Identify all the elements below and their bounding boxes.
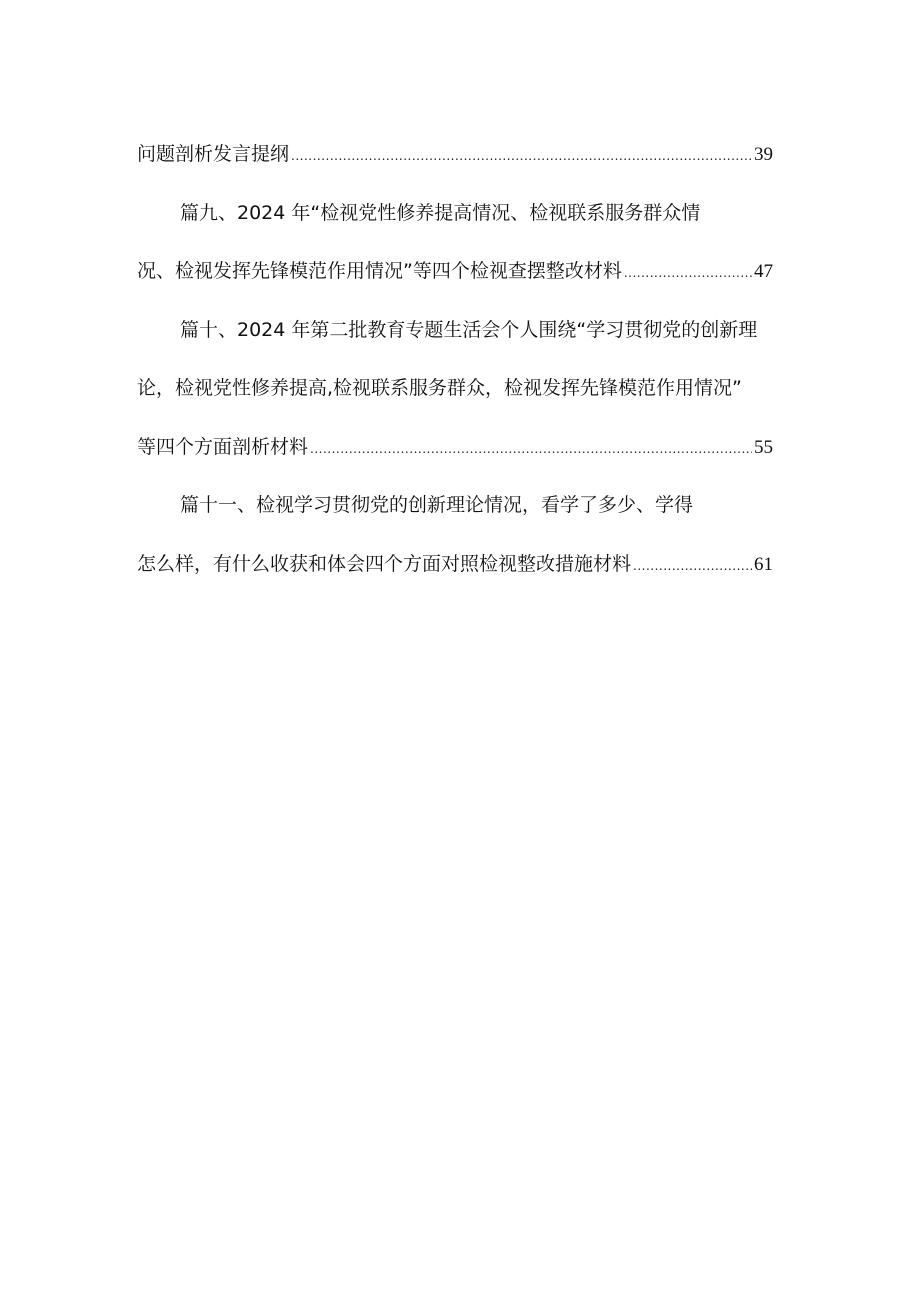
toc-entry-9-line-1[interactable] bbox=[137, 195, 773, 232]
toc-page-number: 39 bbox=[754, 144, 773, 165]
toc-entry-text: 问题剖析发言提纲 bbox=[137, 143, 290, 165]
toc-page-number: 47 bbox=[754, 261, 773, 282]
dot-leader bbox=[291, 138, 752, 173]
toc-entry-10-line-3[interactable] bbox=[137, 429, 773, 466]
toc-entry-text: 等四个方面剖析材料 bbox=[137, 435, 309, 458]
toc-page-number: 61 bbox=[754, 553, 773, 575]
toc-page-number: 55 bbox=[754, 436, 773, 458]
toc-entry-text: 篇九、2024 年“检视党性修养提高情况、检视联系服务群众情 bbox=[180, 201, 701, 224]
toc-entry-text: 怎么样，有什么收获和体会四个方面对照检视整改措施材料 bbox=[137, 552, 632, 575]
toc-entry-text: 论，检视党性修养提高,检视联系服务群众，检视发挥先锋模范作用情况” bbox=[137, 377, 742, 399]
toc-entry-text: 篇十一、检视学习贯彻党的创新理论情况，看学了多少、学得 bbox=[180, 494, 694, 516]
toc-entry-text: 况、检视发挥先锋模范作用情况”等四个检视查摆整改材料 bbox=[137, 260, 622, 282]
toc-entry-11-line-1[interactable] bbox=[137, 487, 773, 524]
toc-entry-10-line-1[interactable] bbox=[137, 312, 773, 349]
dot-leader bbox=[624, 255, 752, 290]
dot-leader bbox=[633, 548, 752, 583]
dot-leader bbox=[310, 431, 752, 466]
toc-entry-text: 篇十、2024 年第二批教育专题生活会个人围绕“学习贯彻党的创新理 bbox=[180, 318, 758, 341]
toc-entry-11-line-2[interactable] bbox=[137, 546, 773, 583]
toc-entry-10-line-2[interactable] bbox=[137, 370, 773, 407]
toc-entry-9-line-2[interactable] bbox=[137, 253, 773, 290]
toc-entry-continued-line[interactable] bbox=[137, 136, 773, 173]
table-of-contents bbox=[137, 136, 773, 604]
